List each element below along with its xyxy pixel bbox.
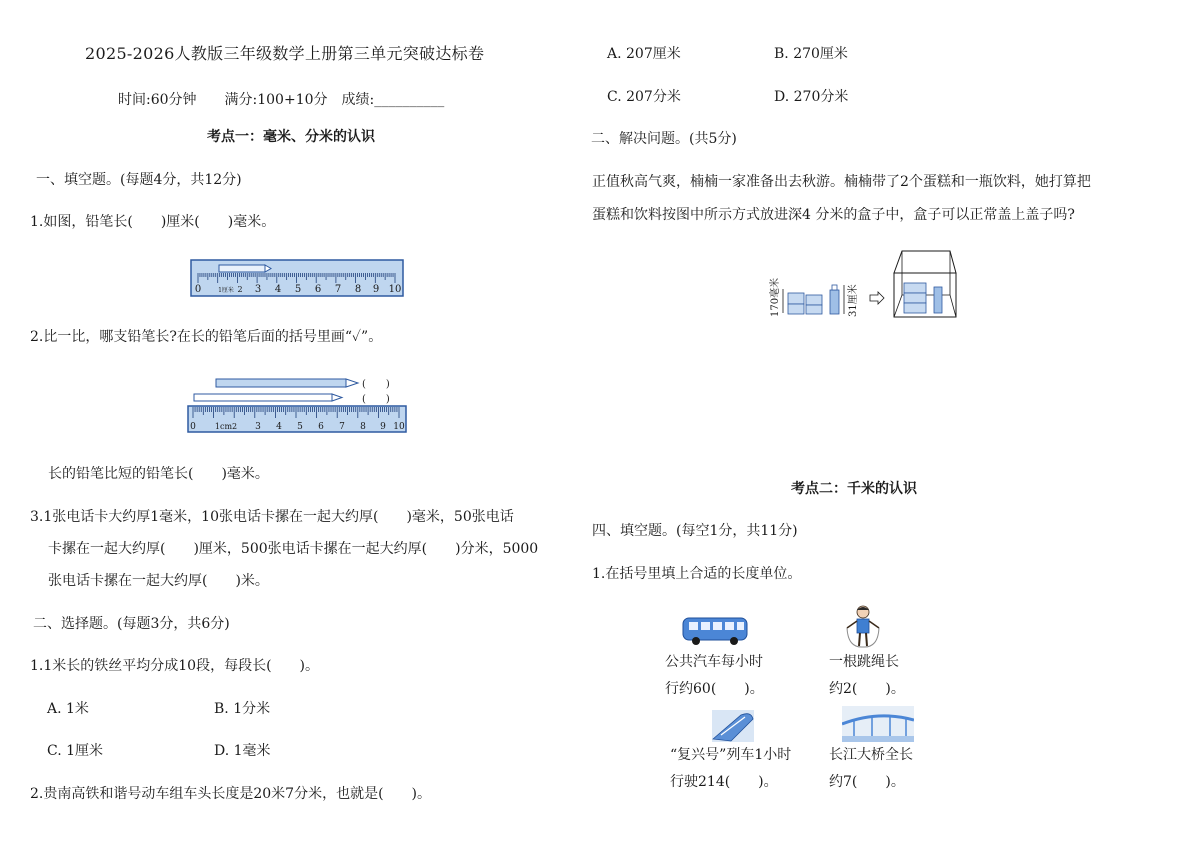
part3-heading: 二、解决问题。(共5分) [591, 131, 737, 147]
choice-2-option-a: A. 207厘米 [607, 46, 681, 62]
ruler2-tick-10: 10 [393, 422, 405, 432]
train-text-line-2: 行驶214( )。 [670, 774, 778, 790]
question-3-line-1: 3.1张电话卡大约厚1毫米，10张电话卡摞在一起大约厚( )毫米，50张电话 [30, 509, 514, 525]
train-text-line-1: “复兴号”列车1小时 [670, 747, 792, 763]
part2-heading: 二、选择题。(每题3分，共6分) [33, 616, 230, 632]
km-question-1: 1.在括号里填上合适的长度单位。 [592, 566, 802, 582]
exam-info: 时间:60分钟 满分:100+10分 成绩:__________ [118, 92, 445, 108]
cake-height-label: 170毫米 [770, 277, 781, 317]
choice-1-option-c: C. 1厘米 [47, 743, 104, 759]
ruler1-tick-1: 1厘米 [218, 287, 234, 294]
ruler2-tick-5: 5 [297, 422, 303, 432]
ruler2-tick-9: 9 [380, 422, 386, 432]
bus-text-line-2: 行约60( )。 [665, 681, 764, 697]
ruler1-tick-0: 0 [194, 284, 202, 295]
ruler2-tick-4: 4 [276, 422, 282, 432]
question-3-line-3: 张电话卡摞在一起大约厚( )米。 [48, 573, 269, 589]
choice-1-option-d: D. 1毫米 [214, 743, 271, 759]
part1-heading: 一、填空题。(每题4分，共12分) [36, 172, 242, 188]
question-2-answer: 长的铅笔比短的铅笔长( )毫米。 [48, 466, 269, 482]
ruler1-tick-5: 5 [294, 284, 302, 295]
choice-question-2: 2.贵南高铁和谐号动车组车头长度是20米7分米，也就是( )。 [30, 786, 432, 802]
choice-2-option-c: C. 207分米 [607, 89, 681, 105]
question-1: 1.如图，铅笔长( )厘米( )毫米。 [30, 214, 276, 230]
problem-line-2: 蛋糕和饮料按图中所示方式放进深4 分米的盒子中，盒子可以正常盖上盖子吗? [592, 207, 1075, 223]
bus-icon [680, 614, 750, 648]
section-title-1: 考点一：毫米、分米的认识 [207, 129, 375, 145]
short-pencil-bracket: ( ) [362, 394, 390, 405]
ruler-2-figure [186, 373, 416, 435]
rope-text-line-1: 一根跳绳长 [829, 654, 899, 670]
choice-question-1: 1.1米长的铁丝平均分成10段，每段长( )。 [30, 658, 320, 674]
bus-text-line-1: 公共汽车每小时 [665, 654, 763, 670]
choice-2-option-d: D. 270分米 [774, 89, 849, 105]
bottle-height-label: 31厘米 [848, 284, 859, 317]
ruler-1-figure [190, 259, 406, 299]
ruler1-tick-10: 10 [388, 284, 402, 295]
ruler1-tick-3: 3 [254, 284, 262, 295]
part4-heading: 四、填空题。(每空1分，共11分) [592, 523, 798, 539]
ruler1-tick-9: 9 [372, 284, 380, 295]
ruler2-tick-1: 1cm2 [214, 422, 238, 431]
ruler2-tick-3: 3 [255, 422, 261, 432]
bridge-icon [842, 706, 914, 742]
choice-1-option-a: A. 1米 [47, 701, 89, 717]
high-speed-train-icon [711, 709, 755, 743]
section-title-2: 考点二：千米的认识 [791, 481, 917, 497]
bridge-text-line-1: 长江大桥全长 [829, 747, 913, 763]
ruler2-tick-7: 7 [339, 422, 345, 432]
choice-1-option-b: B. 1分米 [214, 701, 271, 717]
ruler2-tick-6: 6 [318, 422, 324, 432]
question-2: 2.比一比，哪支铅笔长?在长的铅笔后面的括号里画“✓”。 [30, 329, 383, 345]
ruler1-tick-8: 8 [354, 284, 362, 295]
bridge-text-line-2: 约7( )。 [829, 774, 905, 790]
ruler2-tick-8: 8 [360, 422, 366, 432]
ruler1-tick-4: 4 [274, 284, 282, 295]
question-3-line-2: 卡摞在一起大约厚( )厘米，500张电话卡摞在一起大约厚( )分米，5000 [48, 541, 539, 557]
ruler1-tick-7: 7 [334, 284, 342, 295]
ruler1-tick-2: 2 [237, 285, 243, 294]
ruler1-tick-6: 6 [314, 284, 322, 295]
long-pencil-bracket: ( ) [362, 379, 390, 390]
exam-title: 2025-2026人教版三年级数学上册第三单元突破达标卷 [85, 44, 485, 63]
problem-line-1: 正值秋高气爽，楠楠一家准备出去秋游。楠楠带了2个蛋糕和一瓶饮料，她打算把 [592, 174, 1091, 190]
box-packing-figure [766, 245, 966, 325]
ruler2-tick-0: 0 [190, 422, 196, 432]
jump-rope-person-icon [838, 604, 888, 648]
rope-text-line-2: 约2( )。 [829, 681, 905, 697]
choice-2-option-b: B. 270厘米 [774, 46, 848, 62]
